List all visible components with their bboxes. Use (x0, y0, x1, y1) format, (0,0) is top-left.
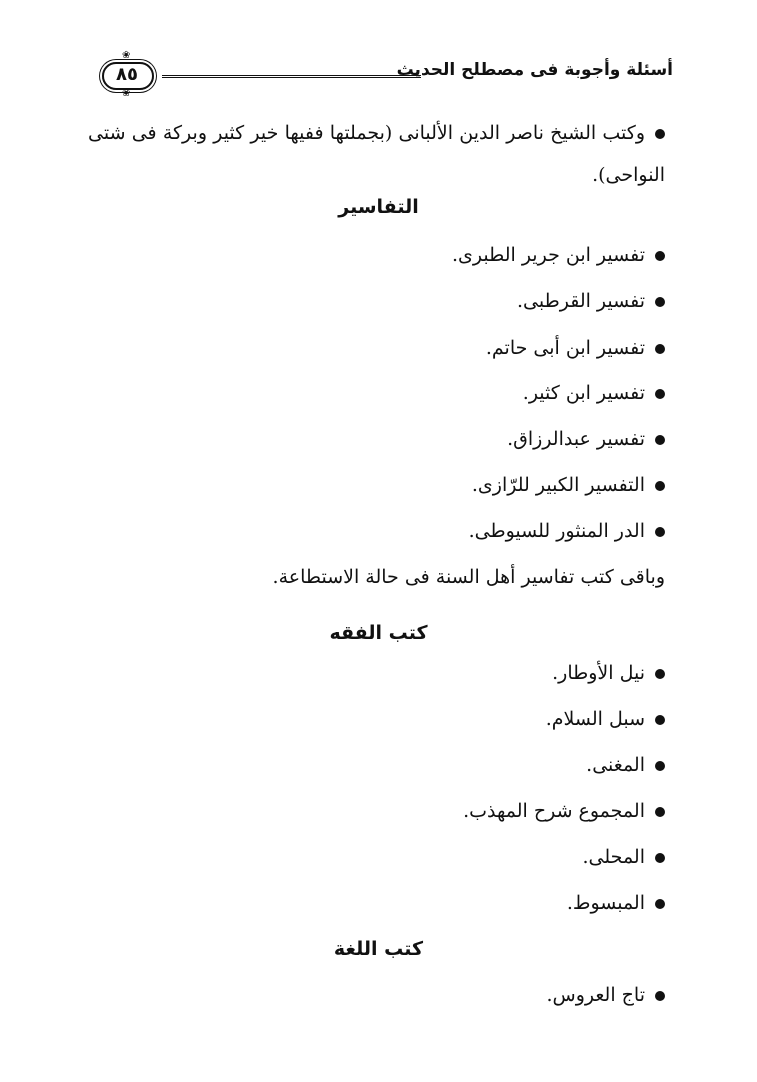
list-item-text: المغنى. (586, 754, 645, 776)
list-item (486, 337, 665, 359)
bullet-icon (655, 435, 665, 445)
bullet-icon (655, 669, 665, 679)
list-item (523, 382, 665, 404)
list-item-text: التفسير الكبير للرّازى. (471, 474, 645, 496)
list-item-text: المحلى. (582, 846, 645, 868)
list-item (567, 892, 665, 914)
list-item (552, 662, 665, 684)
intro-text: وكتب الشيخ ناصر الدين الألبانى (بجملتها ففيها خير كثير وبركة فى شتى النواحى). (88, 122, 665, 186)
list-item-text: نيل الأوطار. (552, 662, 645, 684)
bullet-icon (655, 389, 665, 399)
list-item (452, 244, 665, 266)
list-item-text: تفسير ابن أبى حاتم. (485, 337, 645, 359)
list-item (546, 984, 665, 1006)
running-title: أسئلة وأجوبة فى مصطلح الحديث (396, 60, 673, 80)
header-rule (162, 75, 421, 78)
bullet-icon (655, 761, 665, 771)
page-number: ٨٥ (116, 64, 138, 85)
bullet-icon (655, 715, 665, 725)
heading-lugha: كتب اللغة (333, 938, 424, 960)
bullet-icon (655, 344, 665, 354)
list-item-text: سبل السلام. (545, 708, 645, 730)
list-item-text: تفسير عبدالرزاق. (507, 428, 645, 450)
bullet-icon (655, 481, 665, 491)
list-item (463, 800, 665, 822)
list-item-text: تفسير ابن كثير. (522, 382, 645, 404)
intro-paragraph (88, 112, 665, 196)
flourish-top-icon: ❀ (122, 50, 131, 61)
bullet-icon (655, 853, 665, 863)
list-item-text: المجموع شرح المهذب. (463, 800, 645, 822)
list-item-text: تفسير ابن جرير الطبرى. (452, 244, 645, 266)
bullet-icon (655, 899, 665, 909)
tafasir-closing-text: وباقى كتب تفاسير أهل السنة فى حالة الاستطاعة. (272, 566, 665, 588)
list-item-text: المبسوط. (566, 892, 645, 914)
bullet-icon (655, 991, 665, 1001)
list-item-text: تاج العروس. (546, 984, 645, 1006)
list-item (507, 428, 665, 450)
list-item (586, 754, 665, 776)
flourish-bottom-icon: ❀ (122, 88, 131, 99)
list-item (583, 846, 665, 868)
list-item (517, 290, 665, 312)
page-number-ornament (96, 50, 158, 99)
list-item (546, 708, 665, 730)
list-item (472, 474, 665, 496)
bullet-icon (655, 297, 665, 307)
bullet-icon (655, 807, 665, 817)
list-item-text: تفسير القرطبى. (517, 290, 645, 312)
list-item (469, 520, 665, 542)
list-item-text: الدر المنثور للسيوطى. (468, 520, 645, 542)
bullet-icon (655, 129, 665, 139)
bullet-icon (655, 251, 665, 261)
running-header (96, 50, 673, 99)
bullet-icon (655, 527, 665, 537)
heading-fiqh: كتب الفقه (329, 622, 428, 644)
heading-tafasir: التفاسير (338, 196, 419, 218)
